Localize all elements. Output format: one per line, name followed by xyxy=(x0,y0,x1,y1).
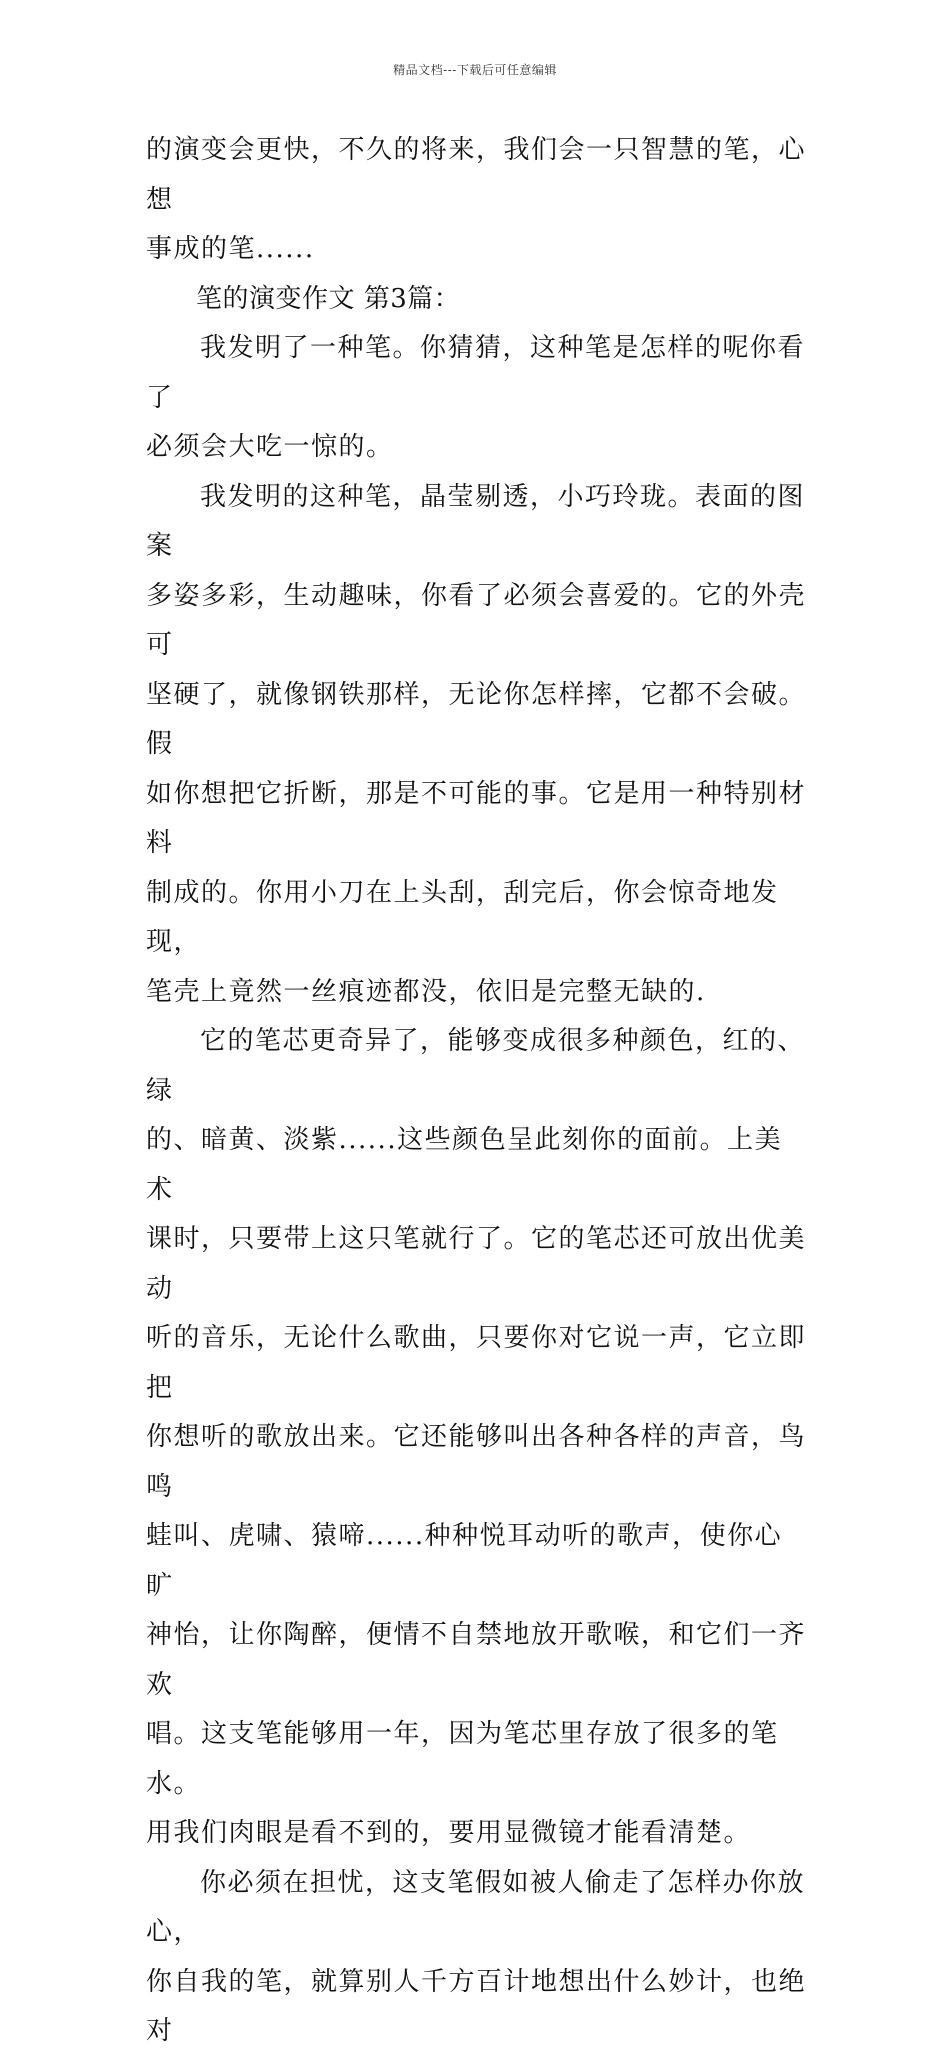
text-line: 用我们肉眼是看不到的，要用显微镜才能看清楚。 xyxy=(146,1818,752,1848)
text-line: 如你想把它折断，那是不可能的事。它是用一种特别材料 xyxy=(146,778,807,858)
text-line: 多姿多彩，生动趣味，你看了必须会喜爱的。它的外壳可 xyxy=(146,580,807,660)
text-line: 坚硬了，就像钢铁那样，无论你怎样摔，它都不会破。假 xyxy=(146,679,807,759)
text-line: 神怡，让你陶醉，便情不自禁地放开歌喉，和它们一齐欢 xyxy=(146,1620,807,1700)
text-line: 我发明了一种笔。你猜猜，这种笔是怎样的呢你看了 xyxy=(146,333,806,413)
paragraph-intro xyxy=(146,324,808,473)
text-line: 的演变会更快，不久的将来，我们会一只智慧的笔，心想 xyxy=(146,135,807,215)
text-line: 必须会大吃一惊的。 xyxy=(146,432,394,462)
text-line: 的、暗黄、淡紫......这些颜色呈此刻你的面前。上美术 xyxy=(146,1125,783,1205)
text-line: 你想听的歌放出来。它还能够叫出各种各样的声音，鸟鸣 xyxy=(146,1422,807,1502)
text-line: 笔壳上竟然一丝痕迹都没，依旧是完整无缺的. xyxy=(146,976,706,1007)
document-body xyxy=(146,126,808,2057)
text-line: 你自我的笔，就算别人千方百计地想出什么妙计，也绝对 xyxy=(146,1966,807,2046)
text-line: 课时，只要带上这只笔就行了。它的笔芯还可放出优美动 xyxy=(146,1224,807,1304)
page-header: 精品文档---下载后可任意编辑 xyxy=(393,63,557,77)
text-line: 听的音乐，无论什么歌曲，只要你对它说一声，它立即把 xyxy=(146,1323,807,1403)
text-line: 它的笔芯更奇异了，能够变成很多种颜色，红的、绿 xyxy=(146,1026,806,1106)
text-line: 唱。这支笔能够用一年，因为笔芯里存放了很多的笔水。 xyxy=(146,1719,779,1799)
paragraph-appearance xyxy=(146,473,808,1018)
text-line: 我发明的这种笔，晶莹剔透，小巧玲珑。表面的图案 xyxy=(146,481,806,561)
text-line: 你必须在担忧，这支笔假如被人偷走了怎样办你放心， xyxy=(146,1867,806,1947)
section-heading xyxy=(146,275,808,325)
paragraph-security xyxy=(146,1859,808,2057)
paragraph-refill xyxy=(146,1017,808,1859)
text-line: 制成的。你用小刀在上头刮，刮完后，你会惊奇地发现， xyxy=(146,877,779,957)
text-line: 事成的笔...... xyxy=(146,234,315,264)
text-line: 蛙叫、虎啸、猿啼......种种悦耳动听的歌声，使你心旷 xyxy=(146,1521,783,1601)
paragraph-continuation xyxy=(146,126,808,275)
heading-text: 笔的演变作文 第3篇： xyxy=(196,283,461,314)
